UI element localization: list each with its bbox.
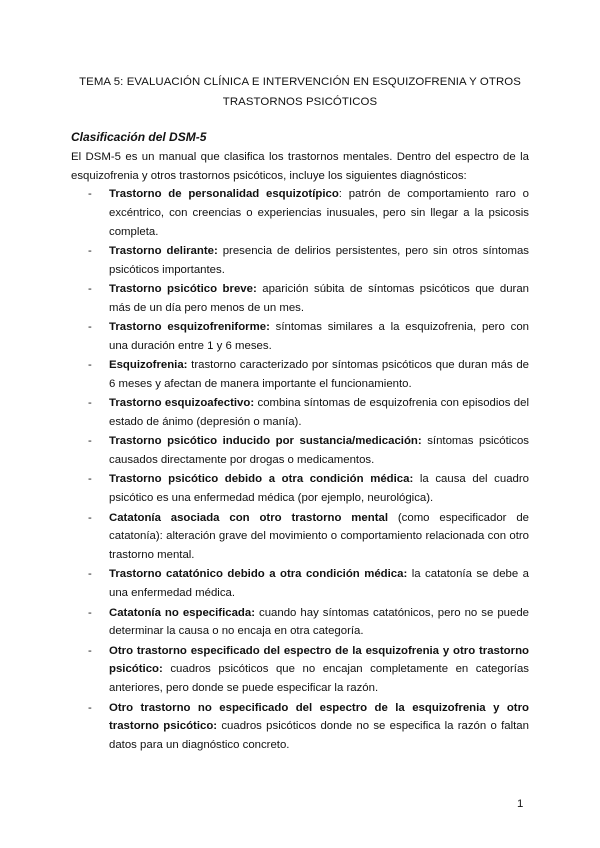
list-bullet-dash: - xyxy=(88,644,92,657)
list-item xyxy=(71,642,529,698)
list-bullet-dash: - xyxy=(88,282,92,295)
diagnosis-description: la causa del cuadro psicótico es una enfermedad médica (por ejemplo, neurológica). xyxy=(109,473,529,505)
list-item xyxy=(71,604,529,642)
list-bullet-dash: - xyxy=(88,511,92,524)
list-bullet-dash: - xyxy=(88,321,92,334)
diagnosis-term: Trastorno delirante: xyxy=(109,244,218,257)
diagnosis-description: cuadros psicóticos que no encajan completamente en categorías anteriores, pero donde se puede especificar la razón. xyxy=(109,663,529,695)
list-item xyxy=(71,185,529,241)
diagnosis-description: cuando hay síntomas catatónicos, pero no se puede determinar la causa o no encaja en otra categoría. xyxy=(109,606,529,638)
list-item xyxy=(71,470,529,508)
diagnosis-description: síntomas similares a la esquizofrenia, pero con una duración entre 1 y 6 meses. xyxy=(109,321,529,352)
diagnosis-term: Otro trastorno no especificado del espectro de la esquizofrenia y otro trastorno psicótico: xyxy=(109,701,529,733)
page-number: 1 xyxy=(517,798,524,810)
intro-paragraph: El DSM-5 es un manual que clasifica los trastornos mentales. Dentro del espectro de la esquizofrenia y otros trastornos psicóticos, incluye los siguientes diagnósticos: xyxy=(71,151,529,182)
list-bullet-dash: - xyxy=(88,397,92,410)
diagnosis-term: Catatonía no especificada: xyxy=(109,606,256,619)
diagnosis-term: Trastorno psicótico debido a otra condición médica: xyxy=(109,473,414,486)
diagnosis-term: Trastorno esquizoafectivo: xyxy=(109,397,255,410)
diagnosis-description: aparición súbita de síntomas psicóticos que duran más de un día pero menos de un mes. xyxy=(109,282,529,314)
list-item xyxy=(71,280,529,318)
list-item xyxy=(71,356,529,394)
diagnosis-description: (como especificador de catatonía): alteración grave del movimiento o comportamiento relacionada con otro trastorno mental. xyxy=(109,511,529,562)
diagnosis-list xyxy=(71,185,529,755)
list-bullet-dash: - xyxy=(88,568,92,581)
list-bullet-dash: - xyxy=(88,244,92,257)
diagnosis-term: Trastorno esquizofreniforme: xyxy=(109,321,270,334)
list-item xyxy=(71,509,529,565)
diagnosis-description: síntomas psicóticos causados directamente por drogas o medicamentos. xyxy=(109,435,529,467)
section-heading: Clasificación del DSM-5 xyxy=(71,130,207,144)
list-bullet-dash: - xyxy=(88,435,92,448)
list-bullet-dash: - xyxy=(88,701,92,714)
list-bullet-dash: - xyxy=(88,188,92,200)
diagnosis-description: presencia de delirios persistentes, pero sin otros síntomas psicóticos importantes. xyxy=(109,244,530,276)
list-bullet-dash: - xyxy=(88,359,92,372)
diagnosis-description: la catatonía se debe a una enfermedad médica. xyxy=(109,568,529,600)
diagnosis-description: cuadros psicóticos donde no se especifica la razón o faltan datos para un diagnóstico concreto. xyxy=(109,720,529,752)
list-item xyxy=(71,699,529,755)
list-bullet-dash: - xyxy=(88,606,92,619)
diagnosis-term: Trastorno de personalidad esquizotípico xyxy=(109,188,339,200)
diagnosis-term: Trastorno psicótico inducido por sustancia/medicación: xyxy=(109,435,422,448)
list-item xyxy=(71,565,529,603)
list-item xyxy=(71,318,529,356)
list-item xyxy=(71,242,529,280)
diagnosis-description: combina síntomas de esquizofrenia con episodios del estado de ánimo (depresión o manía). xyxy=(109,397,529,429)
diagnosis-term: Otro trastorno especificado del espectro de la esquizofrenia y otro trastorno psicótico: xyxy=(109,644,529,676)
diagnosis-term: Trastorno catatónico debido a otra condición médica: xyxy=(109,568,408,581)
diagnosis-term: Catatonía asociada con otro trastorno mental xyxy=(109,511,389,524)
list-bullet-dash: - xyxy=(88,473,92,486)
diagnosis-term: Esquizofrenia: xyxy=(109,359,188,372)
list-item xyxy=(71,432,529,470)
diagnosis-term: Trastorno psicótico breve: xyxy=(109,282,257,295)
diagnosis-description: trastorno caracterizado por síntomas psicóticos que duran más de 6 meses y afectan de manera importante el funcionamiento. xyxy=(109,359,529,390)
list-item xyxy=(71,394,529,432)
document-title: TEMA 5: EVALUACIÓN CLÍNICA E INTERVENCIÓN EN ESQUIZOFRENIA Y OTROS TRASTORNOS PSICÓTICOS xyxy=(79,76,521,108)
diagnosis-description: : patrón de comportamiento raro o excéntrico, con creencias o experiencias inusuales, pero sin llegar a la psicosis completa. xyxy=(109,188,529,238)
